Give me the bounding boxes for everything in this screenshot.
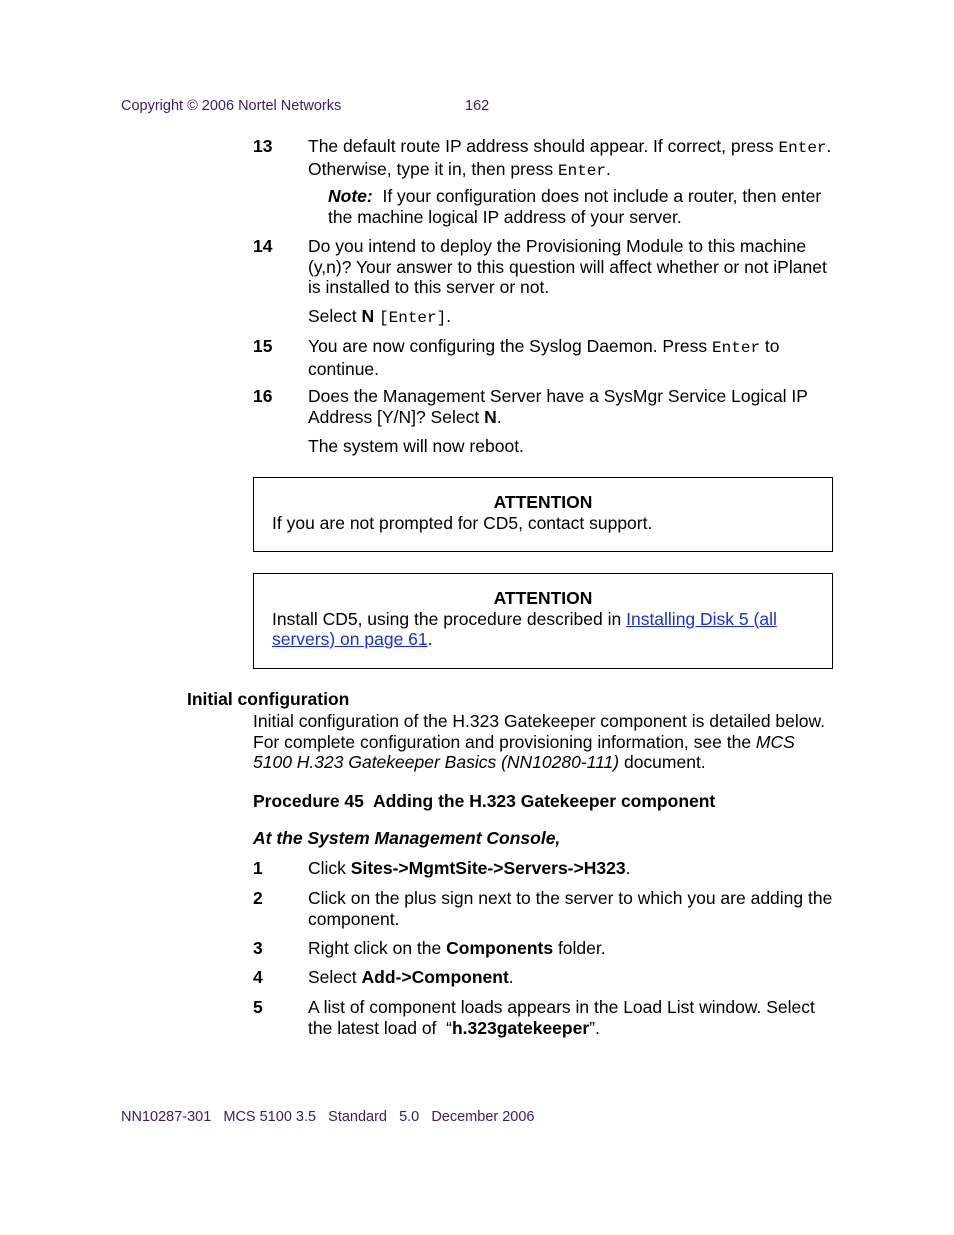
step-16: 16 Does the Management Server have a SysMgr Service Logical IP Address [Y/N]? Select N. (253, 386, 808, 427)
attention-title: ATTENTION (493, 588, 593, 608)
attention-title: ATTENTION (493, 492, 593, 512)
header-copyright: Copyright © 2006 Nortel Networks (121, 98, 342, 114)
reboot-text: The system will now reboot. (308, 436, 524, 456)
attention-text: If you are not prompted for CD5, contact support. (272, 512, 653, 533)
attention-box-cd5-prompt (253, 477, 833, 552)
installing-disk-5-link[interactable]: Installing Disk 5 (all servers) on page 61 (272, 608, 777, 649)
step-13: 13 The default route IP address should appear. If correct, press Enter. Otherwise, type it in, then press Enter. (253, 136, 832, 180)
attention-box-install-cd5: ATTENTION Install CD5, using the procedure described in Installing Disk 5 (all servers) on page 61. (253, 573, 833, 669)
note: Note: If your configuration does not include a router, then enter the machine logical IP address of your server. (328, 186, 822, 227)
procedure-title: Procedure 45 Adding the H.323 Gatekeeper component (253, 791, 716, 811)
proc-step-5: 5 A list of component loads appears in the Load List window. Select the latest load of “h.323gatekeeper”. (253, 997, 820, 1038)
section-heading: Initial configuration (187, 689, 350, 709)
proc-step-1: 1 Click Sites->MgmtSite->Servers->H323. (253, 858, 631, 878)
proc-step-3: 3 Right click on the Components folder. (253, 938, 606, 958)
page-number: 162 (465, 98, 490, 114)
select-n-instruction: Select N [Enter]. (308, 306, 452, 327)
note-label: Note: (328, 186, 373, 206)
section-intro: Initial configuration of the H.323 Gatekeeper component is detailed below. For complete configuration and provisioning information, see the MCS 5100 H.323 Gatekeeper Basics (NN10280-111) document. (253, 711, 826, 772)
footer: NN10287-301 MCS 5100 3.5 Standard 5.0 December 2006 (121, 1109, 535, 1125)
step-14: 14 Do you intend to deploy the Provisioning Module to this machine (y,n)? Your answer to this question will affect whether or not iPlanet is installed to this server or not. (253, 236, 827, 297)
proc-step-4: 4 Select Add->Component. (253, 967, 514, 987)
step-15: 15 You are now configuring the Syslog Daemon. Press Enter to continue. (253, 336, 780, 379)
procedure-context: At the System Management Console, (253, 828, 561, 848)
step-number: 13 (253, 136, 273, 156)
proc-step-2: 2 Click on the plus sign next to the server to which you are adding the component. (253, 888, 833, 929)
